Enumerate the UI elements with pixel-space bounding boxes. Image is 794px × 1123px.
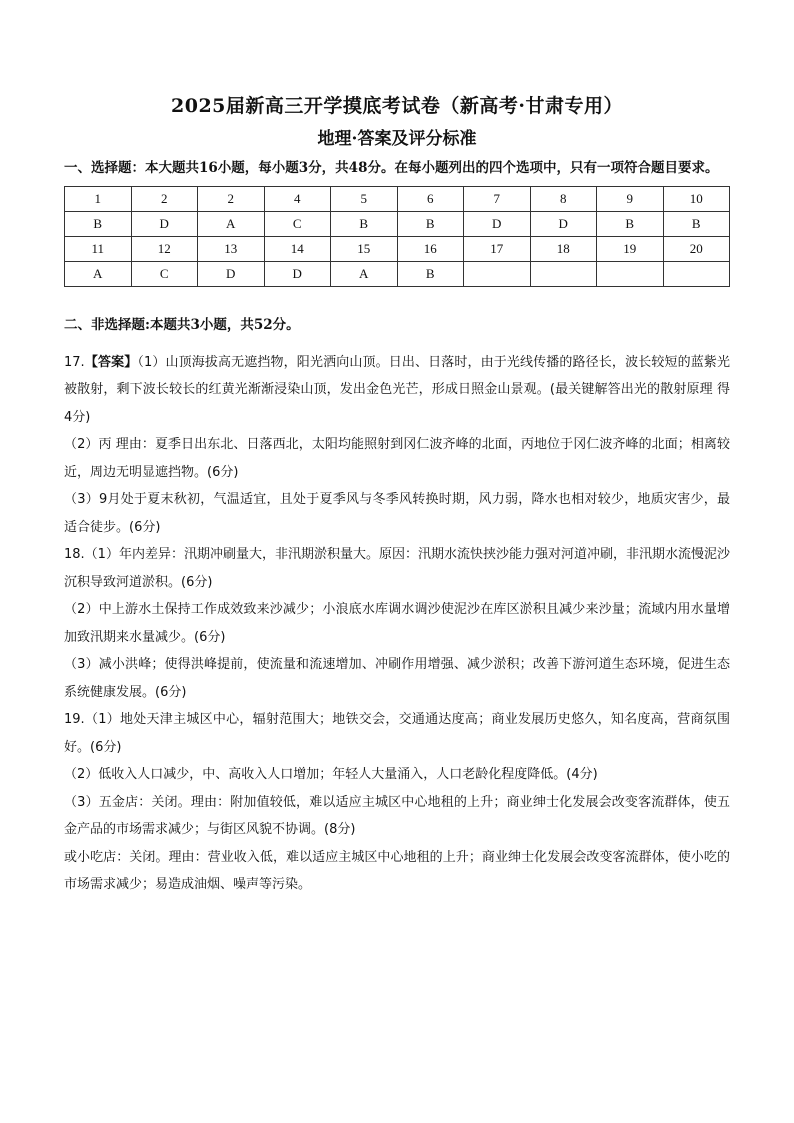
q19-part4: 或小吃店：关闭。理由：营业收入低，难以适应主城区中心地租的上升；商业绅士化发展会改变客流群体，使小吃的市场需求减少；易造成油烟、噪声等污染。 bbox=[64, 849, 730, 892]
q17-part3: （3）9月处于夏末秋初，气温适宜，且处于夏季风与冬季风转换时期，风力弱，降水也相对较少，地质灾害少，最适合徒步。(6分) bbox=[64, 492, 730, 535]
answer-cell: B bbox=[397, 212, 464, 237]
q17-part1-text: （1）山顶海拔高无遮挡物，阳光洒向山顶。日出、日落时，由于光线传播的路径长，波长较短的蓝紫光被散射，剩下波长较长的红黄光渐渐浸染山顶，发出金色光芒，形成日照金山景观。(最关键解答出光的散射原理 得4分) bbox=[64, 354, 730, 425]
question-number-cell: 20 bbox=[663, 237, 730, 262]
table-row bbox=[65, 237, 730, 262]
question-number-cell: 2 bbox=[131, 187, 198, 212]
q19-part2: （2）低收入人口减少，中、高收入人口增加；年轻人大量涌入，人口老龄化程度降低。(4分) bbox=[64, 767, 598, 782]
table-row bbox=[65, 212, 730, 237]
question-number-cell: 15 bbox=[331, 237, 398, 262]
q19-part1: 19.（1）地处天津主城区中心，辐射范围大；地铁交会，交通通达度高；商业发展历史悠久，知名度高，营商氛围好。(6分) bbox=[64, 712, 730, 755]
question-number-cell: 4 bbox=[264, 187, 331, 212]
q18-part2: （2）中上游水土保持工作成效致来沙减少；小浪底水库调水调沙使泥沙在库区淤积且减少来沙量；流域内用水量增加致汛期来水量减少。(6分) bbox=[64, 602, 730, 645]
question-number-cell: 16 bbox=[397, 237, 464, 262]
question-number-cell: 1 bbox=[65, 187, 132, 212]
section2-heading: 二、非选择题:本题共3小题，共52分。 bbox=[64, 317, 300, 333]
question-number-cell: 19 bbox=[597, 237, 664, 262]
answer-table bbox=[64, 186, 730, 287]
answer-cell: B bbox=[663, 212, 730, 237]
answer-cell: B bbox=[397, 262, 464, 287]
q19-part3: （3）五金店：关闭。理由：附加值较低，难以适应主城区中心地租的上升；商业绅士化发展会改变客流群体，使五金产品的市场需求减少；与街区风貌不协调。(8分) bbox=[64, 794, 730, 837]
answer-cell bbox=[464, 262, 531, 287]
question-number-cell: 6 bbox=[397, 187, 464, 212]
q17-part1 bbox=[64, 349, 730, 432]
q18-part1: 18.（1）年内差异：汛期冲刷量大，非汛期淤积量大。原因：汛期水流快挟沙能力强对河道冲刷，非汛期水流慢泥沙沉积导致河道淤积。(6分) bbox=[64, 547, 730, 590]
q17-number: 17. bbox=[64, 354, 85, 370]
document-page bbox=[64, 92, 730, 899]
answer-cell bbox=[597, 262, 664, 287]
question-number-cell: 2 bbox=[198, 187, 265, 212]
answers-body bbox=[64, 349, 730, 899]
question-number-cell: 13 bbox=[198, 237, 265, 262]
page-subtitle: 地理·答案及评分标准 bbox=[317, 129, 477, 149]
q17-part2: （2）丙 理由：夏季日出东北、日落西北，太阳均能照射到冈仁波齐峰的北面，丙地位于冈仁波齐峰的北面；相离较近，周边无明显遮挡物。(6分) bbox=[64, 437, 730, 480]
answer-cell: B bbox=[65, 212, 132, 237]
answer-cell: D bbox=[198, 262, 265, 287]
answer-cell: A bbox=[331, 262, 398, 287]
q18-part3: （3）减小洪峰；使得洪峰提前，使流量和流速增加、冲刷作用增强、减少淤积；改善下游河道生态环境，促进生态系统健康发展。(6分) bbox=[64, 657, 730, 700]
question-number-cell: 18 bbox=[530, 237, 597, 262]
question-number-cell: 14 bbox=[264, 237, 331, 262]
answer-cell: D bbox=[131, 212, 198, 237]
answer-cell: D bbox=[464, 212, 531, 237]
section1-heading: 一、选择题：本大题共16小题，每小题3分，共48分。在每小题列出的四个选项中，只有一项符合题目要求。 bbox=[64, 160, 719, 176]
question-number-cell: 7 bbox=[464, 187, 531, 212]
question-number-cell: 10 bbox=[663, 187, 730, 212]
answer-cell: A bbox=[65, 262, 132, 287]
answer-cell: C bbox=[264, 212, 331, 237]
question-number-cell: 8 bbox=[530, 187, 597, 212]
answer-cell: A bbox=[198, 212, 265, 237]
answer-cell: B bbox=[331, 212, 398, 237]
question-number-cell: 9 bbox=[597, 187, 664, 212]
answer-cell: C bbox=[131, 262, 198, 287]
answer-cell bbox=[663, 262, 730, 287]
page-title: 2025届新高三开学摸底考试卷（新高考·甘肃专用） bbox=[171, 95, 623, 117]
question-number-cell: 11 bbox=[65, 237, 132, 262]
answer-cell: D bbox=[264, 262, 331, 287]
table-row bbox=[65, 187, 730, 212]
answer-tag: 【答案】 bbox=[84, 354, 138, 370]
question-number-cell: 17 bbox=[464, 237, 531, 262]
answer-cell: B bbox=[597, 212, 664, 237]
table-row bbox=[65, 262, 730, 287]
question-number-cell: 12 bbox=[131, 237, 198, 262]
question-number-cell: 5 bbox=[331, 187, 398, 212]
answer-cell bbox=[530, 262, 597, 287]
answer-cell: D bbox=[530, 212, 597, 237]
